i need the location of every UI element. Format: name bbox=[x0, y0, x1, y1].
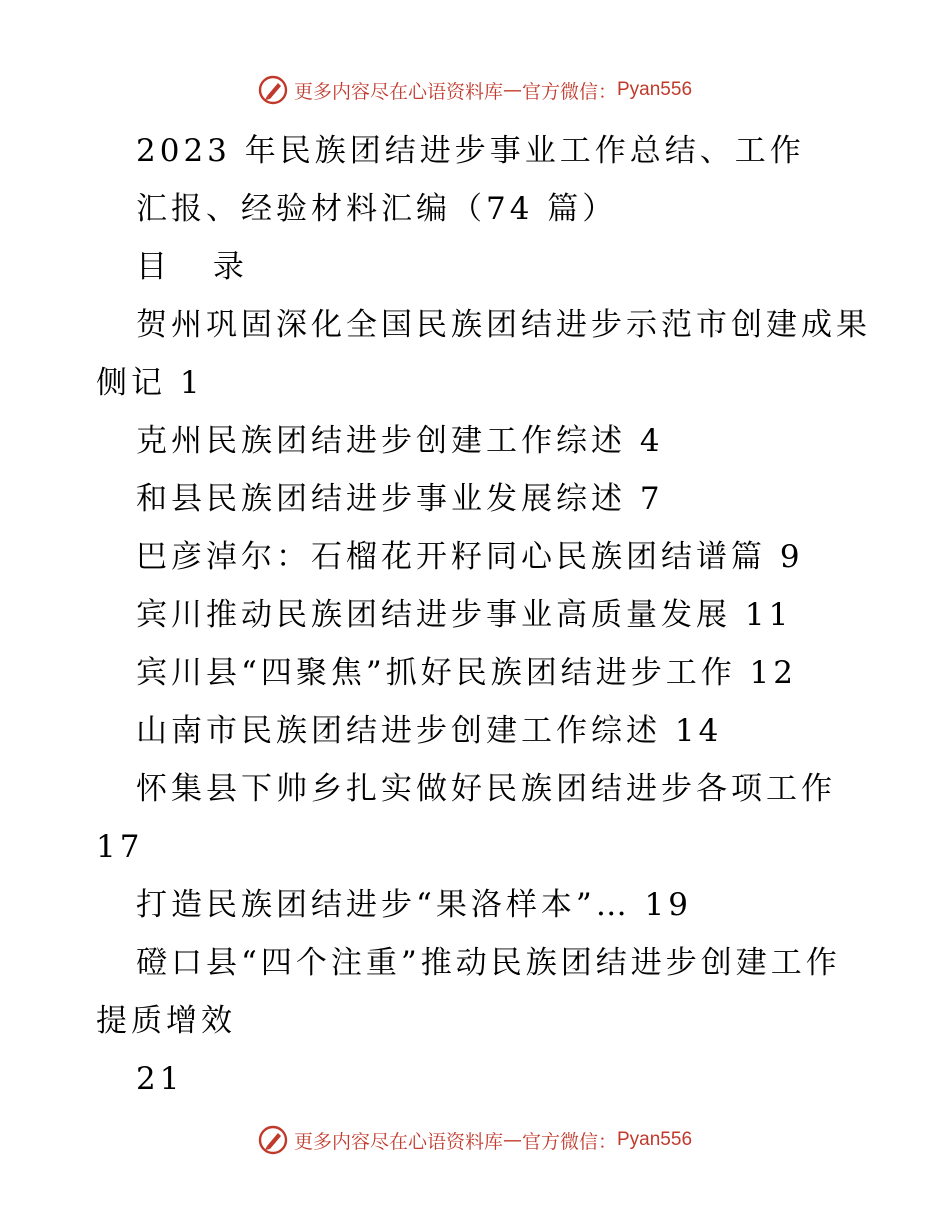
toc-entry: 贺州巩固深化全国民族团结进步示范市创建成果 bbox=[136, 307, 871, 343]
document-title-line-2: 汇报、经验材料汇编（74 篇） bbox=[136, 191, 618, 227]
banner-wechat-handle: Pyan556 bbox=[617, 1129, 693, 1150]
banner-wechat-handle: Pyan556 bbox=[617, 79, 693, 100]
toc-entry-continuation: 侧记 1 bbox=[96, 365, 204, 401]
toc-entry-continuation: 提质增效 bbox=[96, 1003, 236, 1039]
banner-site-name: 更多内容尽在心语资料库 bbox=[293, 1130, 503, 1153]
toc-heading: 目 录 bbox=[136, 249, 262, 285]
banner-separator: — bbox=[502, 1129, 522, 1151]
toc-entry: 21 bbox=[136, 1061, 184, 1097]
banner-wechat-label: 官方微信： bbox=[521, 80, 617, 103]
toc-entry: 打造民族团结进步“果洛样本”… 19 bbox=[136, 887, 692, 923]
pen-logo-icon bbox=[258, 75, 288, 105]
pen-logo-icon bbox=[258, 1125, 288, 1155]
toc-entry: 巴彦淖尔：石榴花开籽同心民族团结谱篇 9 bbox=[136, 539, 804, 575]
header-banner bbox=[0, 70, 950, 110]
banner-wechat-label: 官方微信： bbox=[521, 1130, 617, 1153]
toc-entry: 山南市民族团结进步创建工作综述 14 bbox=[136, 713, 723, 749]
banner-separator: — bbox=[502, 79, 522, 101]
document-body bbox=[96, 122, 871, 1108]
toc-entry: 宾川推动民族团结进步事业高质量发展 11 bbox=[136, 597, 793, 633]
banner-site-name: 更多内容尽在心语资料库 bbox=[293, 80, 503, 103]
toc-entry: 磴口县“四个注重”推动民族团结进步创建工作 bbox=[136, 945, 841, 981]
toc-entry-continuation: 17 bbox=[96, 829, 144, 865]
toc-entry: 克州民族团结进步创建工作综述 4 bbox=[136, 423, 664, 459]
document-title-line-1: 2023 年民族团结进步事业工作总结、工作 bbox=[136, 133, 805, 169]
toc-entry: 怀集县下帅乡扎实做好民族团结进步各项工作 bbox=[136, 771, 836, 807]
toc-entry: 和县民族团结进步事业发展综述 7 bbox=[136, 481, 664, 517]
footer-banner bbox=[0, 1120, 950, 1160]
toc-entry: 宾川县“四聚焦”抓好民族团结进步工作 12 bbox=[136, 655, 797, 691]
